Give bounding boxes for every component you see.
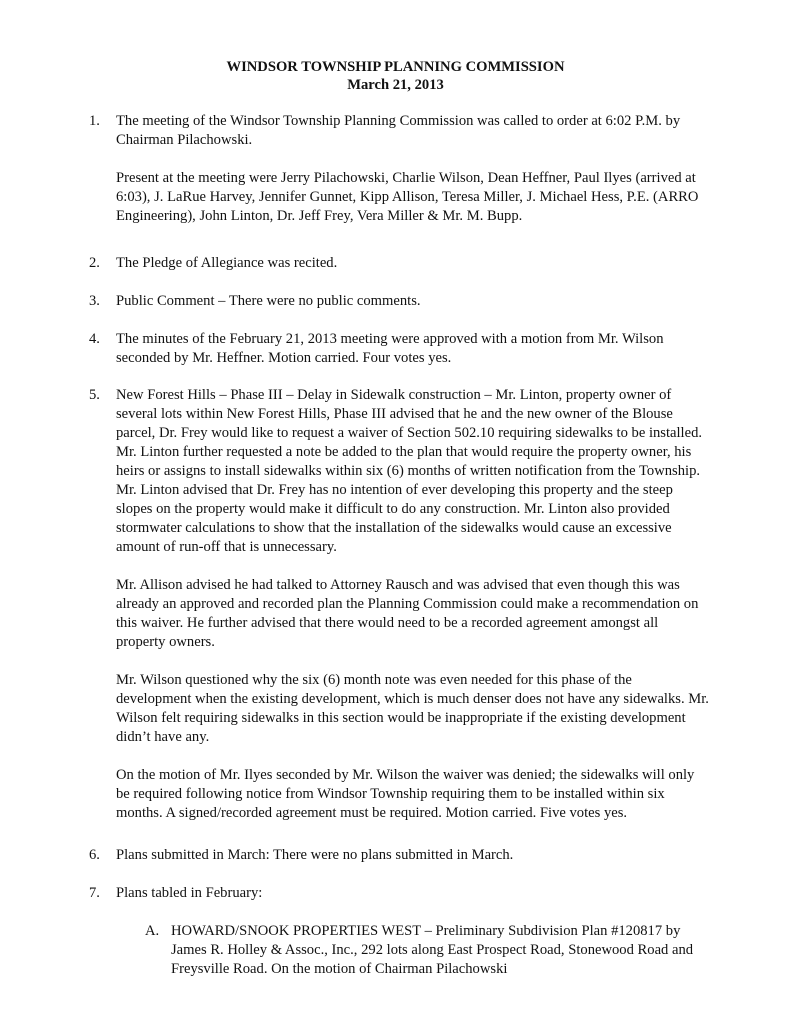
item-paragraph: On the motion of Mr. Ilyes seconded by Mr. Wilson the waiver was denied; the sidewalks will only be required following notice from Windsor Township requiring them to be installed within six months. A signed/recorded agreement must be required. Motion carried. Five votes yes.	[116, 767, 695, 821]
item-number: 6.	[89, 847, 100, 863]
item-paragraph: Mr. Allison advised he had talked to Attorney Rausch and was advised that even though this was already an approved and recorded plan the Planning Commission could make a recommendation on this waiver. He further advised that there would need to be a recorded agreement amongst all property owners.	[116, 577, 699, 650]
agenda-item-3	[89, 292, 709, 311]
item-paragraph: Present at the meeting were Jerry Pilachowski, Charlie Wilson, Dean Heffner, Paul Ilyes (arrived at 6:03), J. LaRue Harvey, Jennifer Gunnet, Kipp Allison, Teresa Miller, J. Michael Hess, P.E. (ARRO Engineering), John Linton, Dr. Jeff Frey, Vera Miller & Mr. M. Bupp.	[116, 170, 699, 224]
item-number: 4.	[89, 331, 100, 347]
agenda-item-6	[89, 846, 709, 865]
meeting-date: March 21, 2013	[347, 77, 444, 93]
item-number: 3.	[89, 293, 100, 309]
item-number: 7.	[89, 885, 100, 901]
item-paragraph: Mr. Wilson questioned why the six (6) month note was even needed for this phase of the development when the existing development, which is much denser does not have any sidewalks. Mr. Wilson felt requiring sidewalks in this section would be inappropriate if the existing development didn’t have any.	[116, 672, 709, 745]
agenda-item-1	[89, 112, 709, 226]
document-title: WINDSOR TOWNSHIP PLANNING COMMISSION	[226, 59, 565, 75]
item-paragraph: The meeting of the Windsor Township Planning Commission was called to order at 6:02 P.M. by Chairman Pilachowski.	[116, 113, 681, 148]
item-number: 5.	[89, 387, 100, 403]
agenda-item-7	[89, 884, 709, 903]
item-paragraph: The Pledge of Allegiance was recited.	[116, 255, 338, 271]
item-paragraph: Plans submitted in March: There were no plans submitted in March.	[116, 847, 514, 863]
agenda-item-4	[89, 330, 709, 368]
item-paragraph: Plans tabled in February:	[116, 885, 263, 901]
agenda-subitem-a	[145, 922, 705, 979]
item-paragraph: Public Comment – There were no public comments.	[116, 293, 421, 309]
item-number: 2.	[89, 255, 100, 271]
item-paragraph: The minutes of the February 21, 2013 meeting were approved with a motion from Mr. Wilson seconded by Mr. Heffner. Motion carried. Four votes yes.	[116, 331, 664, 366]
agenda-item-2	[89, 254, 709, 273]
item-paragraph: New Forest Hills – Phase III – Delay in Sidewalk construction – Mr. Linton, property owner of several lots within New Forest Hills, Phase III advised that he and the new owner of the Blouse parcel, Dr. Frey would like to request a waiver of Section 502.10 requiring sidewalks to be installed. Mr. Linton further requested a note be added to the plan that would require the property owner, his heirs or assigns to install sidewalks within six (6) months of written notification from the Township. Mr. Linton advised that Dr. Frey has no intention of ever developing this property and the steep slopes on the property would make it difficult to do any construction. Mr. Linton also provided stormwater calculations to show that the installation of the sidewalks would cause an excessive amount of run-off that is unnecessary.	[116, 387, 703, 555]
agenda-item-5	[89, 386, 709, 823]
subitem-letter: A.	[145, 923, 160, 939]
subitem-paragraph: HOWARD/SNOOK PROPERTIES WEST – Preliminary Subdivision Plan #120817 by James R. Holley & Assoc., Inc., 292 lots along East Prospect Road, Stonewood Road and Freysville Road. On the motion of Chairman Pilachowski	[171, 923, 694, 977]
item-number: 1.	[89, 113, 100, 129]
